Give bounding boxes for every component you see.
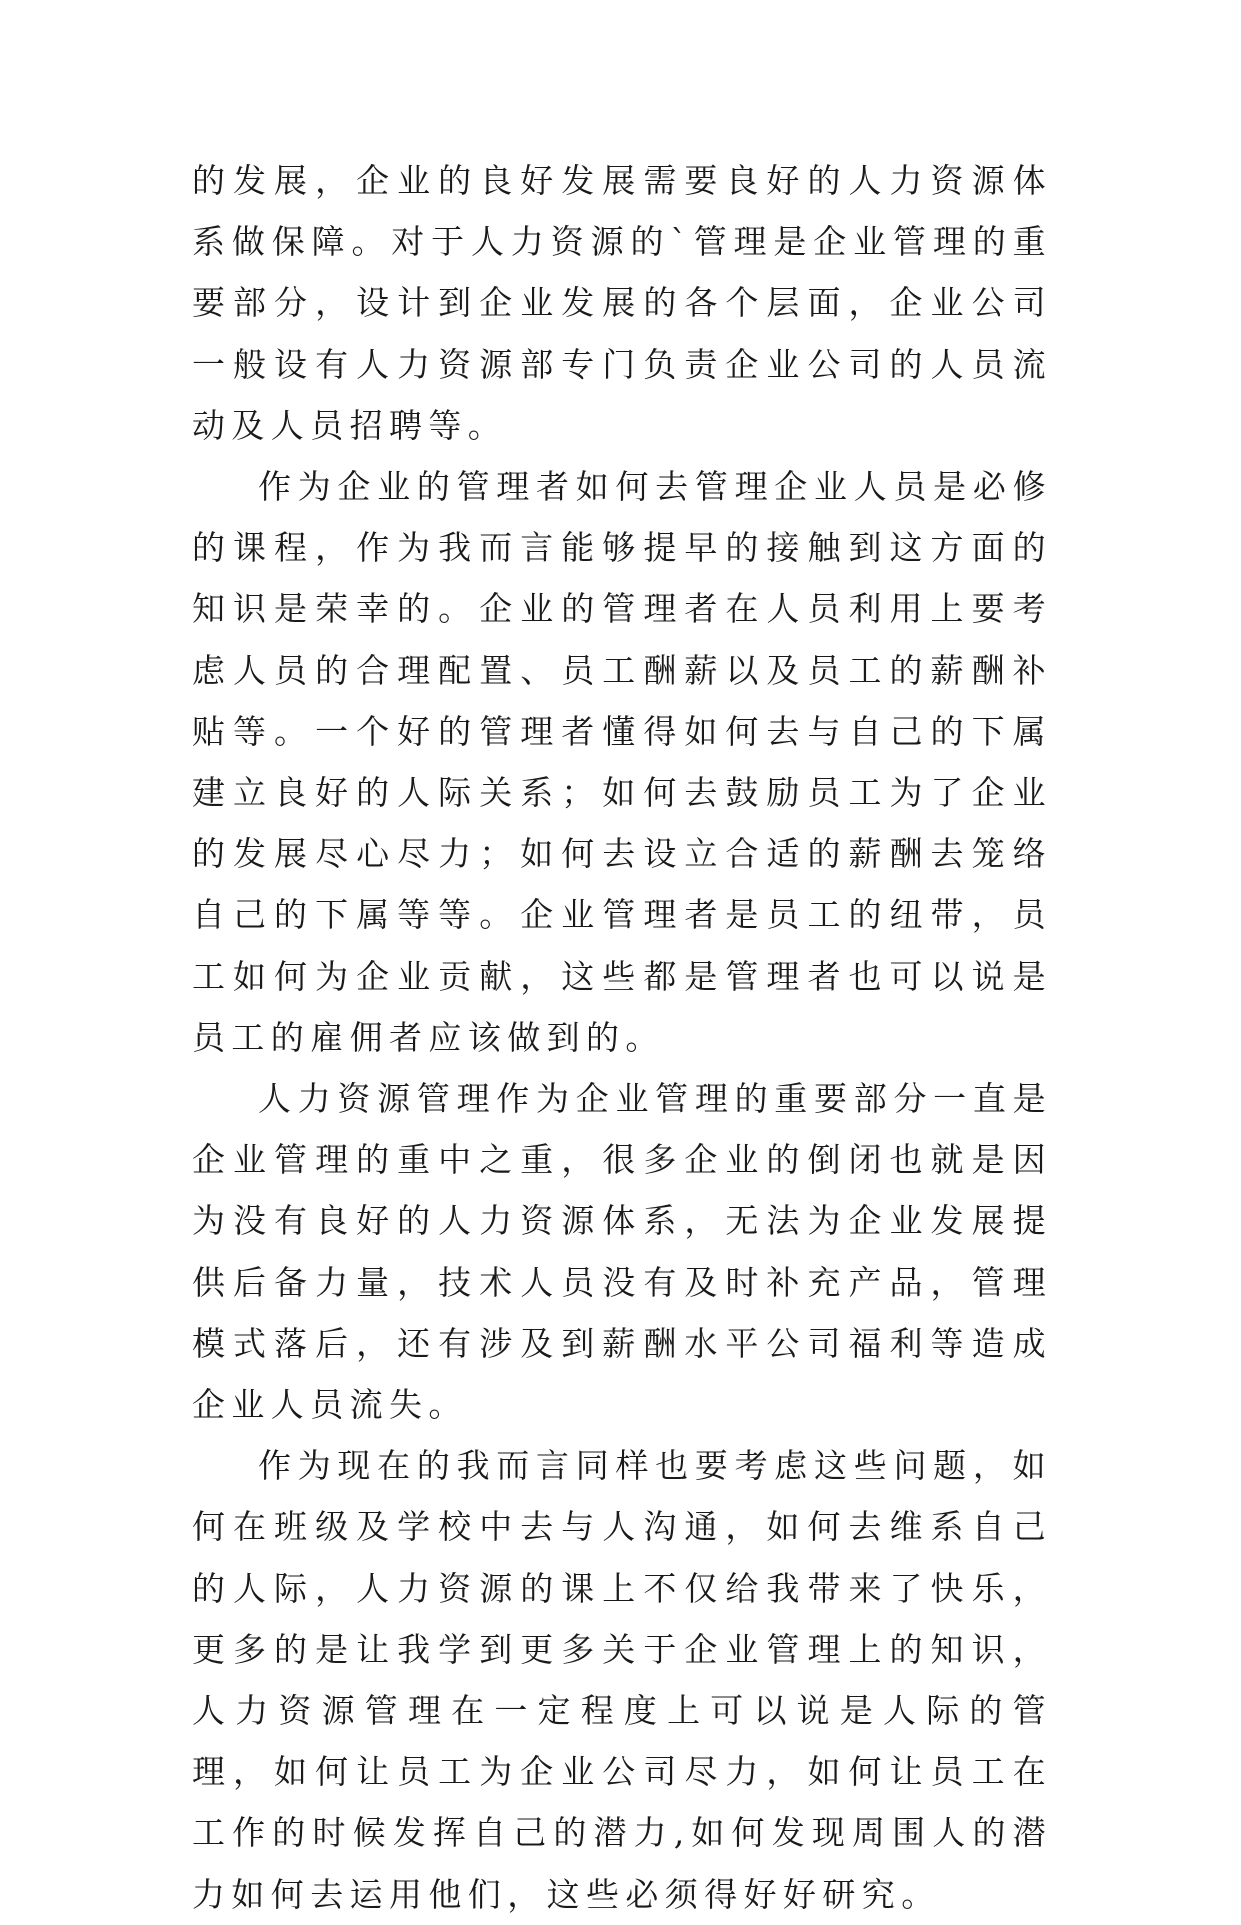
document-body <box>192 150 1052 1925</box>
paragraph-4: 作为现在的我而言同样也要考虑这些问题，如何在班级及学校中去与人沟通，如何去维系自己的人际，人力资源的课上不仅给我带来了快乐，更多的是让我学到更多关于企业管理上的知识，人力资源管理在一定程度上可以说是人际的管理，如何让员工为企业公司尽力，如何让员工在工作的时候发挥自己的潜力,如何发现周围人的潜力如何去运用他们，这些必须得好好研究。 <box>192 1446 1052 1914</box>
paragraph-2: 作为企业的管理者如何去管理企业人员是必修的课程，作为我而言能够提早的接触到这方面的知识是荣幸的。企业的管理者在人员利用上要考虑人员的合理配置、员工酬薪以及员工的薪酬补贴等。一个好的管理者懂得如何去与自己的下属建立良好的人际关系；如何去鼓励员工为了企业的发展尽心尽力；如何去设立合适的薪酬去笼络自己的下属等等。企业管理者是员工的纽带，员工如何为企业贡献，这些都是管理者也可以说是员工的雇佣者应该做到的。 <box>192 467 1052 1057</box>
paragraph-1: 的发展，企业的良好发展需要良好的人力资源体系做保障。对于人力资源的`管理是企业管理的重要部分，设计到企业发展的各个层面，企业公司一般设有人力资源部专门负责企业公司的人员流动及人员招聘等。 <box>192 161 1052 445</box>
paragraph-3: 人力资源管理作为企业管理的重要部分一直是企业管理的重中之重，很多企业的倒闭也就是因为没有良好的人力资源体系，无法为企业发展提供后备力量，技术人员没有及时补充产品，管理模式落后，还有涉及到薪酬水平公司福利等造成企业人员流失。 <box>192 1079 1052 1425</box>
